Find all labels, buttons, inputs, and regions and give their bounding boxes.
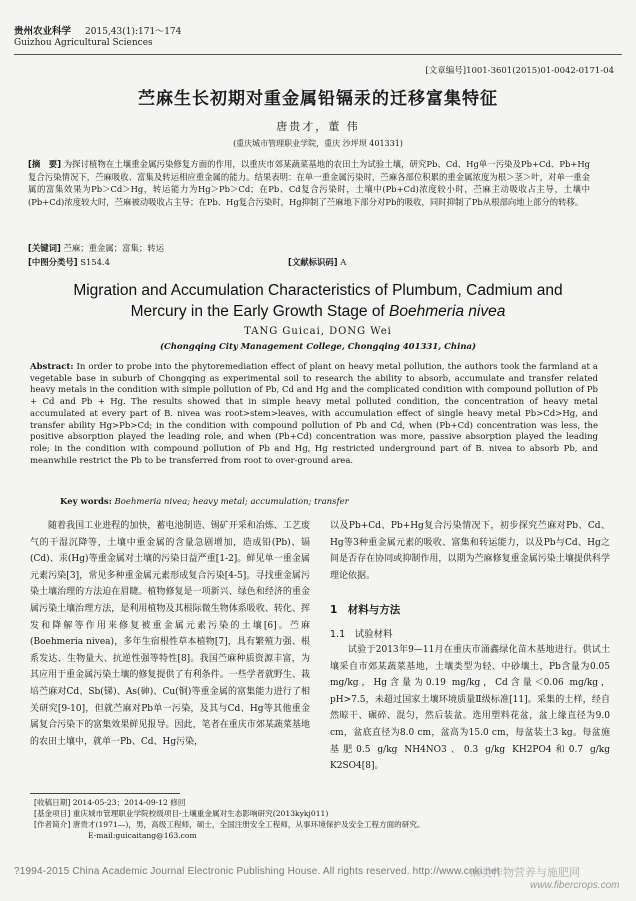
keywords-cn [28,242,164,254]
keywords-cn-label: [关键词] [28,243,61,253]
body-column-left [30,518,310,750]
class-number-label: [中图分类号] [28,257,78,267]
title-cn: 苎麻生长初期对重金属铅镉汞的迁移富集特征 [138,89,498,109]
abstract-en-label: Abstract: [30,362,74,372]
class-number [28,256,110,268]
author-bio-text: 唐贵才(1971—)，男，高级工程师，硕士，全国注册安全工程师，从事环境保护及安全工程方面的研究。 [72,820,425,829]
keywords-en-text: Boehmeria nivea; heavy metal; accumulation; transfer [114,497,349,507]
article-number: [文章编号]1001-3601(2015)01-0042-0171-04 [425,66,614,76]
watermark-en: www.fibercrops.com [530,880,620,891]
affiliation-cn: (重庆城市管理职业学院，重庆 沙坪坝 401331) [233,139,403,148]
class-number-value: S154.4 [80,257,110,267]
author-email: E-mail:guicaitang@163.com [88,831,197,840]
document-code [288,256,346,268]
abstract-cn [28,158,590,208]
abstract-en [30,362,598,467]
title-en [40,280,596,322]
header-rule [14,54,622,55]
keywords-cn-text: 苎麻；重金属；富集；转运 [63,243,164,253]
fund-label: [基金项目] [34,809,71,818]
received-date: 2014-05-23；2014-09-12 修回 [72,798,186,807]
title-en-line2: Mercury in the Early Growth Stage of [130,303,390,320]
author-bio-label: [作者简介] [34,820,71,829]
affiliation-en: (Chongqing City Management College, Chongqing 401331, China) [159,342,477,352]
watermark-cn: 麻类作物营养与施肥网 [470,866,580,879]
abstract-en-text: In order to probe into the phytoremediation effect of plant on heavy metal pollution, the authors took the farmland at a vegetable base in suburb of Chongqing as experimental soil to research the ability to absorb, accumulate and transfer related heavy metals in the condition with simple pollution of Pb, Cd and Hg and the complicated condition with compound pollution of Pb + Cd and Pb + Hg. The results showed that in simple heavy metal polluted condition, the concentration of heavy metal accumulated at every part of B. nivea was root>stem>leaves, with accumulation effect of single heavy metal Pb>Cd>Hg, and transfer ability Hg>Pb>Cd; in the condition with compound pollution of Pb and Cd, when (Pb+Cd) concentration was less, the positive absorption played the leading role, and when (Pb+Cd) concentration was more, passive absorption played the leading role; in the condition with compound pollution of Pb and Hg, Hg restricted underground part of B. nivea to absorb Pb, and meanwhile restrict the Pb to be transferred from root to over-ground area. [30,362,598,466]
body-right-materials: 试验于2013年9—11月在重庆市涌鑫绿化苗木基地进行。供试土壤采自市郊某蔬菜基地，土壤类型为轻、中砂壤土，Pb含量为0.05 mg/kg，Hg含量为0.19 mg/kg，Cd含量＜0.06 mg/kg，pH>7.5，未超过国家土壤环境质量Ⅱ级标准[11]。采集的土样，经自然晾干、碾碎、混匀，然后装盆。选用塑料花盆，盆上缘直径为9.0 cm，盆底直径为8.0 cm，盆高为15.0 cm，每盆装土3 kg。每盆施基肥0.5 g/kg NH4NO3、0.3 g/kg KH2PO4和0.7 g/kg K2SO4[8]。 [330,645,610,772]
document-code-label: [文献标识码] [288,257,338,267]
fund-text: 重庆城市管理职业学院校级项目-土壤重金属对生态影响研究(2013kykj011) [72,809,329,818]
journal-name-en: Guizhou Agricultural Sciences [14,38,153,48]
copyright-footer: ?1994-2015 China Academic Journal Electronic Publishing House. All rights reserved. http://www.cnki.net [14,866,500,877]
footnote-rule [30,793,180,794]
footnotes [34,797,594,841]
abstract-cn-label: [摘 要] [28,159,62,169]
section-heading-1-1: 1.1 试验材料 [330,629,393,640]
authors-en: TANG Guicai, DONG Wei [244,326,392,337]
keywords-en-label: Key words: [60,497,112,507]
article-number-label: 文章编号 [428,66,463,76]
journal-name-cn: 贵州农业科学 [14,26,72,37]
document-code-value: A [340,257,347,267]
authors-cn: 唐贵才，董 伟 [276,120,360,133]
body-column-right-lower [330,642,610,775]
abstract-cn-text: 为探讨植物在土壤重金属污染修复方面的作用，以重庆市郊某蔬菜基地的农田土为试验土壤，研究Pb、Cd、Hg单一污染及Pb+Cd、Pb+Hg复合污染情况下，苎麻吸收、富集及转运相应重金属的能力。结果表明：在单一重金属污染时，苎麻各部位积累的重金属浓度为根＞茎＞叶，对单一重金属的富集效果为Pb＞Cd＞Hg，转运能力为Hg＞Pb＞Cd；在Pb、Cd复合污染时，土壤中(Pb+Cd)浓度较小时，苎麻主动吸收占主导，土壤中(Pb+Cd)浓度较大时，苎麻被动吸收占主导；在Pb、Hg复合污染时，Hg抑制了苎麻地下部分对Pb的吸收，同时抑制了Pb从根部向地上部分的转移。 [28,159,590,207]
keywords-en [60,497,349,507]
body-right-intro: 以及Pb+Cd、Pb+Hg复合污染情况下，初步探究苎麻对Pb、Cd、Hg等3种重金属元素的吸收、富集和转运能力，以及Pb与Cd、Hg之间是否存在协同或抑制作用，以期为苎麻修复重金属污染土壤提供科学理论依据。 [330,521,610,581]
title-en-line1: Migration and Accumulation Characteristics of Plumbum, Cadmium and [73,282,563,299]
body-left-paragraph: 随着我国工业进程的加快，蓄电池制造、锡矿开采和冶炼、工艺废气的干湿沉降等，土壤中重金属的含量急剧增加，造成铅(Pb)、镉(Cd)、汞(Hg)等重金属对土壤的污染日益严重[1-2]。鲜见单一重金属元素污染[3]，常见多种重金属元素形成复合污染[4-5]。寻找重金属污染土壤治理的方法迫在眉睫。植物修复是一项新兴、绿色和经济的重金属污染土壤治理方法，是利用植物及其根际微生物体系吸收、转化、挥发和降解等作用来修复被重金属元素污染的土壤[6]。苎麻(Boehmeria nivea)，多年生宿根性草本植物[7]，具有繁殖力强、根系发达、生物量大、抗逆性强等特性[8]。我国苎麻种质资源丰富，为其应用于重金属污染土壤的修复提供了有利条件。一些学者就野生、栽培苎麻对Cd、Sb(锑)、As(砷)、Cu(铜)等重金属的富集能力进行了相关研究[9-10]，但就苎麻对Pb单一污染，及其与Cd、Hg等其他重金属复合污染下的富集效果鲜见报导。因此，笔者在重庆市郊某蔬菜基地的农田土壤中，就单一Pb、Cd、Hg污染， [30,521,310,747]
section-heading-1: 1 材料与方法 [330,604,401,616]
article-number-value: 1001-3601(2015)01-0042-0171-04 [466,66,614,76]
title-en-species: Boehmeria nivea [389,303,506,320]
journal-issue: 2015,43(1):171～174 [85,27,182,37]
body-column-right [330,518,610,584]
journal-header [14,26,181,49]
received-label: [收稿日期] [34,798,71,807]
